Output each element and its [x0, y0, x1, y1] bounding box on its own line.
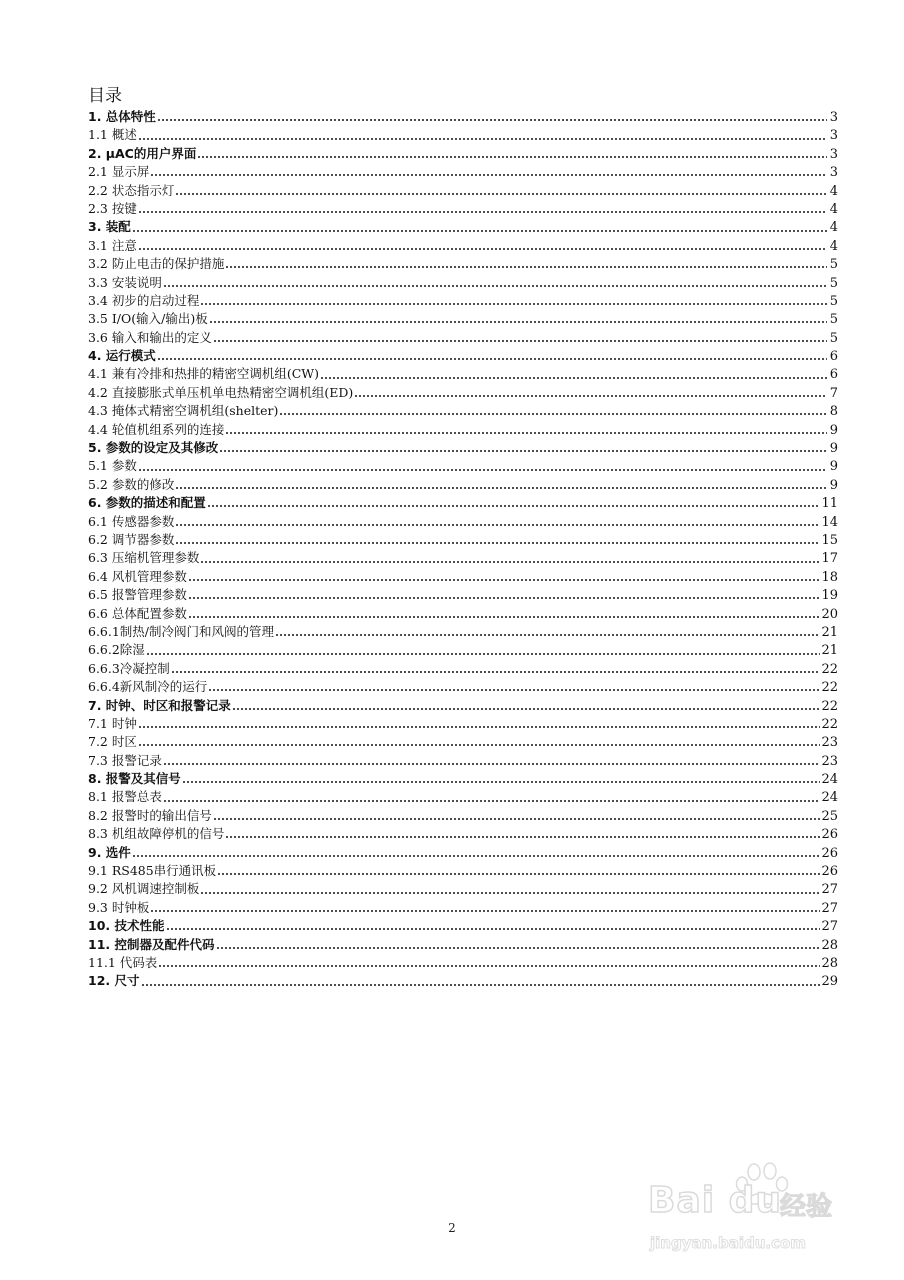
toc-entry[interactable] — [88, 899, 838, 917]
toc-entry-page-number: 22 — [821, 680, 838, 696]
toc-entry-page-number: 22 — [821, 661, 838, 677]
toc-entry[interactable] — [88, 329, 838, 347]
dot-leader — [225, 835, 820, 839]
toc-entry[interactable] — [88, 807, 838, 825]
toc-entry-page-number: 4 — [829, 183, 838, 199]
dot-leader — [232, 707, 821, 711]
toc-entry[interactable] — [88, 770, 838, 788]
toc-entry[interactable] — [88, 310, 838, 328]
toc-entry-page-number: 3 — [829, 128, 838, 144]
toc-entry[interactable] — [88, 237, 838, 255]
toc-entry-page-number: 15 — [821, 532, 838, 548]
toc-entry-page-number: 26 — [821, 845, 838, 861]
dot-leader — [188, 615, 821, 619]
toc-entry[interactable] — [88, 568, 838, 586]
toc-entry-label: 4.1 兼有冷排和热排的精密空调机组(CW) — [88, 366, 320, 382]
toc-entry-page-number: 28 — [821, 937, 838, 953]
dot-leader — [138, 210, 827, 214]
dot-leader — [182, 780, 821, 784]
toc-entry-label: 5. 参数的设定及其修改 — [88, 440, 219, 456]
dot-leader — [141, 983, 821, 987]
dot-leader — [150, 909, 820, 913]
toc-entry-label: 4.4 轮值机组系列的连接 — [88, 421, 225, 437]
toc-entry[interactable] — [88, 788, 838, 806]
toc-entry-page-number: 25 — [821, 808, 838, 824]
toc-entry[interactable] — [88, 862, 838, 880]
toc-entry[interactable] — [88, 641, 838, 659]
toc-entry[interactable] — [88, 347, 838, 365]
toc-entry-page-number: 6 — [829, 367, 838, 383]
toc-entry-label: 5.2 参数的修改 — [88, 476, 175, 492]
toc-entry-page-number: 5 — [829, 293, 838, 309]
toc-entry-label: 3.4 初步的启动过程 — [88, 292, 200, 308]
toc-entry-label: 4. 运行模式 — [88, 348, 156, 364]
watermark-brand-cn: 经验 — [780, 1192, 833, 1222]
toc-entry-page-number: 3 — [829, 146, 838, 162]
toc-entry-page-number: 5 — [829, 312, 838, 328]
dot-leader — [132, 229, 827, 233]
toc-entry[interactable] — [88, 402, 838, 420]
toc-entry-label: 4.2 直接膨胀式单压机单电热精密空调机组(ED) — [88, 384, 354, 400]
dot-leader — [200, 891, 820, 895]
toc-entry[interactable] — [88, 936, 838, 954]
toc-entry-label: 3.6 输入和输出的定义 — [88, 329, 212, 345]
toc-entry-label: 7.3 报警记录 — [88, 752, 162, 768]
toc-entry-page-number: 4 — [829, 220, 838, 236]
toc-entry-label: 12. 尺寸 — [88, 973, 140, 989]
dot-leader — [188, 596, 821, 600]
toc-entry-page-number: 5 — [829, 330, 838, 346]
toc-entry-label: 6. 参数的描述和配置 — [88, 495, 206, 511]
toc-entry[interactable] — [88, 844, 838, 862]
toc-entry-page-number: 9 — [829, 459, 838, 475]
dot-leader — [157, 357, 827, 361]
toc-entry-label: 9.2 风机调速控制板 — [88, 881, 200, 897]
toc-entry-label: 2.2 状态指示灯 — [88, 182, 175, 198]
dot-leader — [213, 817, 821, 821]
toc-entry-page-number: 24 — [821, 790, 838, 806]
toc-entry[interactable] — [88, 513, 838, 531]
toc-entry-page-number: 3 — [829, 110, 838, 125]
toc-entry[interactable] — [88, 476, 838, 494]
toc-entry-label: 2.3 按键 — [88, 200, 137, 216]
dot-leader — [175, 486, 827, 490]
toc-entry[interactable] — [88, 715, 838, 733]
toc-entry-label: 8.3 机组故障停机的信号 — [88, 826, 225, 842]
toc-entry[interactable] — [88, 752, 838, 770]
dot-leader — [209, 320, 827, 324]
toc-entry-page-number: 21 — [821, 643, 838, 659]
toc-entry-label: 8.2 报警时的输出信号 — [88, 807, 212, 823]
table-of-contents — [88, 108, 838, 991]
toc-entry-label: 7.2 时区 — [88, 734, 137, 750]
toc-entry[interactable] — [88, 605, 838, 623]
toc-entry-label: 6.5 报警管理参数 — [88, 587, 187, 603]
toc-entry-page-number: 19 — [821, 588, 838, 604]
toc-entry[interactable] — [88, 145, 838, 163]
toc-entry-label: 5.1 参数 — [88, 458, 137, 474]
dot-leader — [163, 762, 821, 766]
toc-entry[interactable] — [88, 274, 838, 292]
toc-entry[interactable] — [88, 586, 838, 604]
toc-entry-page-number: 14 — [821, 514, 838, 530]
toc-title: 目录 — [88, 86, 122, 106]
toc-entry[interactable] — [88, 365, 838, 383]
dot-leader — [138, 743, 821, 747]
toc-entry-page-number: 23 — [821, 753, 838, 769]
toc-entry-label: 1. 总体特性 — [88, 109, 156, 124]
toc-entry-page-number: 22 — [821, 716, 838, 732]
dot-leader — [175, 541, 820, 545]
toc-entry-label: 6.4 风机管理参数 — [88, 568, 187, 584]
toc-entry-page-number: 4 — [829, 238, 838, 254]
toc-entry-page-number: 4 — [829, 201, 838, 217]
dot-leader — [163, 799, 821, 803]
toc-entry-label: 6.6.1制热/制冷阀门和风阀的管理 — [88, 623, 275, 639]
toc-entry[interactable] — [88, 880, 838, 898]
dot-leader — [219, 449, 827, 453]
dot-leader — [200, 302, 827, 306]
toc-entry[interactable] — [88, 917, 838, 935]
toc-entry-page-number: 6 — [829, 349, 838, 365]
toc-entry-label: 1.1 概述 — [88, 127, 137, 143]
dot-leader — [320, 376, 827, 380]
dot-leader — [279, 412, 827, 416]
toc-entry-page-number: 22 — [821, 698, 838, 714]
dot-leader — [175, 192, 827, 196]
toc-entry[interactable] — [88, 384, 838, 402]
toc-entry-page-number: 9 — [829, 441, 838, 457]
page-number: 2 — [448, 1221, 456, 1235]
dot-leader — [138, 725, 821, 729]
toc-entry[interactable] — [88, 531, 838, 549]
toc-entry[interactable] — [88, 108, 838, 126]
dot-leader — [171, 670, 821, 674]
dot-leader — [217, 872, 820, 876]
toc-entry-label: 7. 时钟、时区和报警记录 — [88, 697, 231, 713]
toc-entry[interactable] — [88, 126, 838, 144]
toc-entry-label: 3.2 防止电击的保护措施 — [88, 256, 225, 272]
toc-entry[interactable] — [88, 972, 838, 990]
toc-entry-page-number: 8 — [829, 404, 838, 420]
dot-leader — [138, 137, 827, 141]
toc-entry-label: 9.1 RS485串行通讯板 — [88, 863, 217, 879]
dot-leader — [146, 652, 821, 656]
dot-leader — [188, 578, 821, 582]
toc-entry[interactable] — [88, 678, 838, 696]
watermark-brand: Bai du — [648, 1180, 783, 1221]
toc-entry[interactable] — [88, 292, 838, 310]
toc-entry-page-number: 18 — [821, 569, 838, 585]
toc-entry-page-number: 9 — [829, 422, 838, 438]
toc-entry[interactable] — [88, 549, 838, 567]
toc-entry[interactable] — [88, 623, 838, 641]
toc-entry[interactable] — [88, 660, 838, 678]
dot-leader — [150, 173, 827, 177]
toc-entry-page-number: 27 — [821, 882, 838, 898]
toc-entry-label: 8.1 报警总表 — [88, 789, 162, 805]
toc-entry[interactable] — [88, 439, 838, 457]
dot-leader — [158, 964, 820, 968]
toc-entry[interactable] — [88, 733, 838, 751]
toc-entry-label: 6.6.2除湿 — [88, 642, 145, 658]
dot-leader — [225, 265, 827, 269]
toc-entry-page-number: 5 — [829, 257, 838, 273]
toc-entry[interactable] — [88, 218, 838, 236]
dot-leader — [197, 155, 827, 159]
toc-entry[interactable] — [88, 182, 838, 200]
toc-entry-label: 6.3 压缩机管理参数 — [88, 550, 200, 566]
toc-entry-page-number: 27 — [821, 919, 838, 935]
dot-leader — [275, 633, 820, 637]
toc-entry-label: 6.6 总体配置参数 — [88, 605, 187, 621]
dot-leader — [354, 394, 827, 398]
dot-leader — [213, 339, 827, 343]
toc-entry[interactable] — [88, 163, 838, 181]
toc-entry[interactable] — [88, 697, 838, 715]
toc-entry-label: 11.1 代码表 — [88, 954, 158, 970]
dot-leader — [216, 946, 821, 950]
toc-entry-label: 9.3 时钟板 — [88, 899, 150, 915]
toc-entry-label: 9. 选件 — [88, 844, 131, 860]
watermark-url: jingyan.baidu.com — [650, 1234, 806, 1252]
toc-entry-label: 8. 报警及其信号 — [88, 771, 181, 787]
toc-entry[interactable] — [88, 200, 838, 218]
toc-entry[interactable] — [88, 457, 838, 475]
toc-entry[interactable] — [88, 255, 838, 273]
toc-entry-page-number: 28 — [821, 955, 838, 971]
toc-entry-label: 3.1 注意 — [88, 237, 137, 253]
toc-entry-page-number: 3 — [829, 165, 838, 181]
toc-entry-page-number: 17 — [821, 551, 838, 567]
dot-leader — [175, 523, 820, 527]
toc-entry[interactable] — [88, 954, 838, 972]
toc-entry-label: 3.5 I/O(输入/输出)板 — [88, 311, 208, 327]
toc-entry[interactable] — [88, 421, 838, 439]
toc-entry-page-number: 5 — [829, 275, 838, 291]
dot-leader — [163, 284, 827, 288]
dot-leader — [138, 468, 827, 472]
toc-entry-label: 6.6.4新风制冷的运行 — [88, 679, 208, 695]
dot-leader — [166, 927, 821, 931]
dot-leader — [138, 247, 827, 251]
toc-entry-label: 7.1 时钟 — [88, 715, 137, 731]
dot-leader — [207, 504, 821, 508]
toc-entry-label: 2. μAC的用户界面 — [88, 145, 197, 161]
dot-leader — [132, 854, 821, 858]
toc-entry-page-number: 27 — [821, 900, 838, 916]
toc-entry-label: 6.2 调节器参数 — [88, 531, 175, 547]
toc-entry-label: 3.3 安装说明 — [88, 274, 162, 290]
dot-leader — [225, 431, 827, 435]
toc-entry-page-number: 20 — [821, 606, 838, 622]
toc-entry-page-number: 26 — [821, 827, 838, 843]
toc-entry[interactable] — [88, 825, 838, 843]
toc-entry-page-number: 23 — [821, 735, 838, 751]
toc-entry-page-number: 29 — [821, 974, 838, 990]
baidu-jingyan-watermark — [640, 1140, 880, 1250]
toc-entry-label: 6.6.3冷凝控制 — [88, 660, 170, 676]
toc-entry-page-number: 21 — [821, 624, 838, 640]
toc-entry-label: 10. 技术性能 — [88, 918, 165, 934]
toc-entry-label: 6.1 传感器参数 — [88, 513, 175, 529]
toc-entry[interactable] — [88, 494, 838, 512]
dot-leader — [157, 118, 827, 122]
toc-entry-label: 11. 控制器及配件代码 — [88, 936, 215, 952]
toc-entry-page-number: 7 — [829, 385, 838, 401]
toc-entry-label: 4.3 掩体式精密空调机组(shelter) — [88, 403, 279, 419]
toc-entry-label: 3. 装配 — [88, 219, 131, 235]
toc-entry-page-number: 24 — [821, 772, 838, 788]
toc-entry-label: 2.1 显示屏 — [88, 164, 150, 180]
toc-entry-page-number: 11 — [821, 496, 838, 512]
dot-leader — [200, 560, 820, 564]
toc-entry-page-number: 26 — [821, 864, 838, 880]
toc-entry-page-number: 9 — [829, 477, 838, 493]
dot-leader — [208, 688, 820, 692]
